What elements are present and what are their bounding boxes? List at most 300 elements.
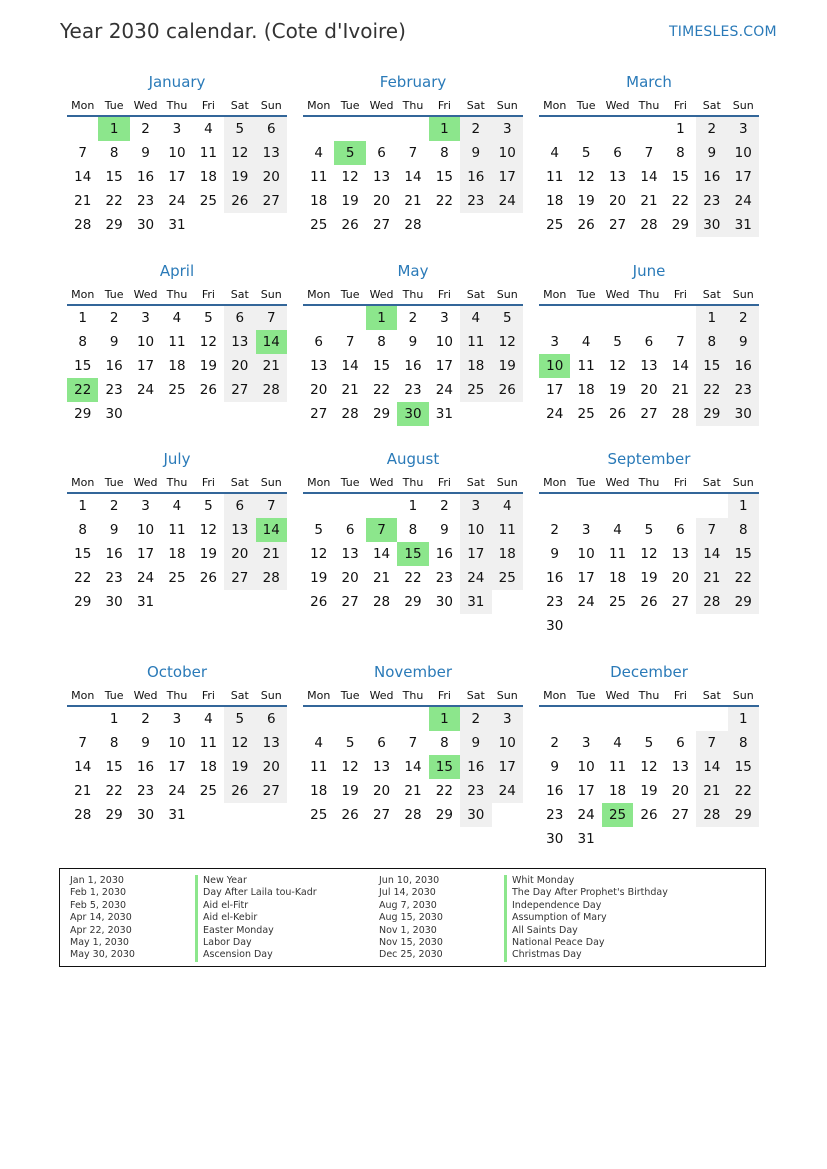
day-cell[interactable]: 23	[435, 570, 453, 586]
day-cell[interactable]: 1	[109, 711, 119, 727]
weekend-day-cell[interactable]: 13	[224, 330, 255, 354]
day-cell[interactable]: 27	[310, 406, 328, 422]
day-cell[interactable]: 3	[172, 711, 182, 727]
day-cell[interactable]: 2	[550, 522, 559, 538]
day-cell[interactable]: 13	[372, 759, 391, 775]
day-cell[interactable]: 6	[676, 522, 685, 538]
weekend-day-cell[interactable]: 13	[256, 141, 287, 165]
day-cell[interactable]: 6	[377, 735, 386, 751]
day-cell[interactable]: 4	[314, 145, 323, 161]
weekend-day-cell[interactable]: 20	[256, 755, 287, 779]
weekend-day-cell[interactable]: 10	[492, 141, 523, 165]
day-cell[interactable]: 13	[640, 358, 658, 374]
day-cell[interactable]: 8	[408, 522, 418, 538]
day-cell[interactable]: 17	[577, 570, 595, 586]
day-cell[interactable]: 20	[341, 570, 359, 586]
weekend-day-cell[interactable]: 11	[492, 518, 523, 542]
holiday-day-cell[interactable]: 22	[67, 378, 98, 402]
day-cell[interactable]: 11	[199, 735, 217, 751]
day-cell[interactable]: 14	[404, 169, 422, 185]
day-cell[interactable]: 3	[581, 735, 591, 751]
day-cell[interactable]: 26	[341, 217, 359, 233]
day-cell[interactable]: 16	[546, 570, 564, 586]
day-cell[interactable]: 29	[74, 594, 92, 610]
day-cell[interactable]: 24	[136, 570, 155, 586]
weekend-day-cell[interactable]: 2	[728, 306, 759, 330]
weekend-day-cell[interactable]: 25	[492, 566, 523, 590]
weekend-day-cell[interactable]: 24	[728, 189, 759, 213]
weekend-day-cell[interactable]: 23	[728, 378, 759, 402]
weekend-day-cell[interactable]: 12	[224, 141, 255, 165]
day-cell[interactable]: 22	[671, 193, 689, 209]
weekend-day-cell[interactable]: 26	[224, 779, 255, 803]
weekend-day-cell[interactable]: 2	[696, 117, 727, 141]
day-cell[interactable]: 11	[168, 334, 186, 350]
day-cell[interactable]: 5	[345, 735, 355, 751]
day-cell[interactable]: 21	[671, 382, 689, 398]
day-cell[interactable]: 26	[608, 406, 627, 422]
weekend-day-cell[interactable]: 28	[696, 590, 727, 614]
day-cell[interactable]: 6	[314, 334, 323, 350]
day-cell[interactable]: 19	[640, 783, 658, 799]
holiday-day-cell[interactable]: 1	[429, 707, 460, 731]
day-cell[interactable]: 1	[78, 498, 87, 514]
day-cell[interactable]: 3	[440, 310, 449, 326]
weekend-day-cell[interactable]: 13	[224, 518, 255, 542]
weekend-day-cell[interactable]: 15	[696, 354, 727, 378]
weekend-day-cell[interactable]: 17	[728, 165, 759, 189]
day-cell[interactable]: 3	[141, 310, 150, 326]
weekend-day-cell[interactable]: 3	[460, 494, 491, 518]
weekend-day-cell[interactable]: 16	[460, 755, 491, 779]
day-cell[interactable]: 11	[310, 169, 328, 185]
weekend-day-cell[interactable]: 22	[728, 779, 759, 803]
weekend-day-cell[interactable]: 7	[696, 518, 727, 542]
holiday-day-cell[interactable]: 15	[397, 542, 428, 566]
weekend-day-cell[interactable]: 10	[492, 731, 523, 755]
weekend-day-cell[interactable]: 23	[460, 779, 491, 803]
day-cell[interactable]: 2	[109, 498, 119, 514]
weekend-day-cell[interactable]: 16	[728, 354, 759, 378]
day-cell[interactable]: 8	[78, 522, 87, 538]
day-cell[interactable]: 23	[546, 594, 564, 610]
weekend-day-cell[interactable]: 18	[492, 542, 523, 566]
day-cell[interactable]: 9	[550, 759, 559, 775]
day-cell[interactable]: 14	[671, 358, 689, 374]
day-cell[interactable]: 11	[608, 546, 627, 562]
day-cell[interactable]: 18	[199, 169, 217, 185]
day-cell[interactable]: 10	[435, 334, 453, 350]
day-cell[interactable]: 16	[136, 169, 155, 185]
weekend-day-cell[interactable]: 22	[696, 378, 727, 402]
day-cell[interactable]: 5	[613, 334, 622, 350]
day-cell[interactable]: 12	[640, 546, 658, 562]
day-cell[interactable]: 4	[613, 735, 622, 751]
weekend-day-cell[interactable]: 20	[256, 165, 287, 189]
day-cell[interactable]: 15	[74, 358, 92, 374]
holiday-day-cell[interactable]: 1	[98, 117, 129, 141]
day-cell[interactable]: 22	[372, 382, 391, 398]
day-cell[interactable]: 28	[404, 807, 422, 823]
weekend-day-cell[interactable]: 24	[492, 779, 523, 803]
holiday-day-cell[interactable]: 5	[334, 141, 365, 165]
day-cell[interactable]: 12	[577, 169, 595, 185]
day-cell[interactable]: 29	[105, 807, 123, 823]
day-cell[interactable]: 26	[199, 570, 217, 586]
weekend-day-cell[interactable]: 12	[492, 330, 523, 354]
weekend-day-cell[interactable]: 7	[696, 731, 727, 755]
day-cell[interactable]: 21	[372, 570, 391, 586]
weekend-day-cell[interactable]: 15	[728, 755, 759, 779]
weekend-day-cell[interactable]: 27	[224, 566, 255, 590]
weekend-day-cell[interactable]: 9	[696, 141, 727, 165]
day-cell[interactable]: 21	[404, 783, 422, 799]
day-cell[interactable]: 29	[671, 217, 689, 233]
day-cell[interactable]: 2	[141, 121, 150, 137]
weekend-day-cell[interactable]: 3	[728, 117, 759, 141]
day-cell[interactable]: 13	[310, 358, 328, 374]
day-cell[interactable]: 10	[577, 759, 595, 775]
day-cell[interactable]: 20	[671, 570, 689, 586]
day-cell[interactable]: 27	[671, 807, 689, 823]
day-cell[interactable]: 24	[136, 382, 155, 398]
weekend-day-cell[interactable]: 9	[460, 141, 491, 165]
day-cell[interactable]: 26	[577, 217, 595, 233]
day-cell[interactable]: 2	[109, 310, 119, 326]
day-cell[interactable]: 15	[671, 169, 689, 185]
weekend-day-cell[interactable]: 5	[224, 707, 255, 731]
weekend-day-cell[interactable]: 8	[696, 330, 727, 354]
weekend-day-cell[interactable]: 4	[460, 306, 491, 330]
day-cell[interactable]: 15	[105, 169, 123, 185]
day-cell[interactable]: 10	[168, 145, 186, 161]
day-cell[interactable]: 22	[404, 570, 422, 586]
holiday-day-cell[interactable]: 1	[366, 306, 397, 330]
weekend-day-cell[interactable]: 27	[224, 378, 255, 402]
day-cell[interactable]: 17	[168, 169, 186, 185]
day-cell[interactable]: 30	[105, 594, 123, 610]
weekend-day-cell[interactable]: 5	[224, 117, 255, 141]
day-cell[interactable]: 7	[676, 334, 685, 350]
day-cell[interactable]: 21	[404, 193, 422, 209]
weekend-day-cell[interactable]: 29	[696, 402, 727, 426]
weekend-day-cell[interactable]: 25	[460, 378, 491, 402]
weekend-day-cell[interactable]: 1	[696, 306, 727, 330]
day-cell[interactable]: 2	[550, 735, 559, 751]
day-cell[interactable]: 17	[577, 783, 595, 799]
day-cell[interactable]: 1	[78, 310, 87, 326]
day-cell[interactable]: 23	[546, 807, 564, 823]
day-cell[interactable]: 4	[172, 310, 182, 326]
day-cell[interactable]: 26	[640, 594, 658, 610]
day-cell[interactable]: 5	[644, 522, 654, 538]
day-cell[interactable]: 5	[204, 498, 213, 514]
day-cell[interactable]: 2	[141, 711, 150, 727]
weekend-day-cell[interactable]: 16	[696, 165, 727, 189]
weekend-day-cell[interactable]: 27	[256, 779, 287, 803]
day-cell[interactable]: 25	[168, 570, 186, 586]
day-cell[interactable]: 20	[310, 382, 328, 398]
day-cell[interactable]: 13	[341, 546, 359, 562]
weekend-day-cell[interactable]: 2	[460, 707, 491, 731]
day-cell[interactable]: 4	[172, 498, 182, 514]
day-cell[interactable]: 30	[136, 807, 155, 823]
day-cell[interactable]: 31	[168, 807, 186, 823]
day-cell[interactable]: 17	[435, 358, 453, 374]
day-cell[interactable]: 1	[676, 121, 685, 137]
day-cell[interactable]: 16	[105, 358, 123, 374]
day-cell[interactable]: 28	[671, 406, 689, 422]
weekend-day-cell[interactable]: 7	[256, 306, 287, 330]
day-cell[interactable]: 28	[372, 594, 391, 610]
day-cell[interactable]: 3	[581, 522, 591, 538]
day-cell[interactable]: 30	[105, 406, 123, 422]
day-cell[interactable]: 3	[172, 121, 182, 137]
day-cell[interactable]: 7	[78, 145, 87, 161]
weekend-day-cell[interactable]: 6	[256, 117, 287, 141]
day-cell[interactable]: 12	[341, 169, 359, 185]
day-cell[interactable]: 5	[644, 735, 654, 751]
day-cell[interactable]: 4	[581, 334, 591, 350]
day-cell[interactable]: 22	[74, 570, 92, 586]
day-cell[interactable]: 15	[372, 358, 391, 374]
day-cell[interactable]: 8	[676, 145, 685, 161]
day-cell[interactable]: 20	[640, 382, 658, 398]
weekend-day-cell[interactable]: 7	[256, 494, 287, 518]
day-cell[interactable]: 10	[168, 735, 186, 751]
weekend-day-cell[interactable]: 9	[728, 330, 759, 354]
day-cell[interactable]: 5	[581, 145, 591, 161]
day-cell[interactable]: 23	[136, 193, 155, 209]
day-cell[interactable]: 10	[136, 334, 155, 350]
day-cell[interactable]: 14	[341, 358, 359, 374]
day-cell[interactable]: 23	[136, 783, 155, 799]
day-cell[interactable]: 4	[314, 735, 323, 751]
weekend-day-cell[interactable]: 9	[460, 731, 491, 755]
day-cell[interactable]: 13	[372, 169, 391, 185]
day-cell[interactable]: 25	[577, 406, 595, 422]
weekend-day-cell[interactable]: 6	[256, 707, 287, 731]
weekend-day-cell[interactable]: 14	[696, 542, 727, 566]
day-cell[interactable]: 25	[310, 217, 328, 233]
weekend-day-cell[interactable]: 24	[460, 566, 491, 590]
day-cell[interactable]: 7	[408, 145, 418, 161]
day-cell[interactable]: 19	[341, 783, 359, 799]
weekend-day-cell[interactable]: 21	[256, 542, 287, 566]
weekend-day-cell[interactable]: 4	[492, 494, 523, 518]
weekend-day-cell[interactable]: 6	[224, 306, 255, 330]
day-cell[interactable]: 29	[435, 807, 453, 823]
day-cell[interactable]: 6	[377, 145, 386, 161]
weekend-day-cell[interactable]: 30	[728, 402, 759, 426]
weekend-day-cell[interactable]: 18	[460, 354, 491, 378]
weekend-day-cell[interactable]: 24	[492, 189, 523, 213]
day-cell[interactable]: 17	[136, 546, 155, 562]
day-cell[interactable]: 27	[671, 594, 689, 610]
day-cell[interactable]: 16	[105, 546, 123, 562]
day-cell[interactable]: 1	[408, 498, 418, 514]
day-cell[interactable]: 20	[372, 193, 391, 209]
day-cell[interactable]: 10	[577, 546, 595, 562]
day-cell[interactable]: 20	[671, 783, 689, 799]
day-cell[interactable]: 6	[613, 145, 622, 161]
day-cell[interactable]: 9	[550, 546, 559, 562]
day-cell[interactable]: 16	[435, 546, 453, 562]
day-cell[interactable]: 16	[136, 759, 155, 775]
day-cell[interactable]: 11	[168, 522, 186, 538]
day-cell[interactable]: 13	[608, 169, 627, 185]
weekend-day-cell[interactable]: 28	[256, 378, 287, 402]
weekend-day-cell[interactable]: 29	[728, 590, 759, 614]
day-cell[interactable]: 13	[671, 759, 689, 775]
holiday-day-cell[interactable]: 10	[539, 354, 570, 378]
day-cell[interactable]: 25	[168, 382, 186, 398]
weekend-day-cell[interactable]: 19	[492, 354, 523, 378]
weekend-day-cell[interactable]: 2	[460, 117, 491, 141]
day-cell[interactable]: 13	[671, 546, 689, 562]
day-cell[interactable]: 6	[345, 522, 355, 538]
weekend-day-cell[interactable]: 5	[492, 306, 523, 330]
weekend-day-cell[interactable]: 23	[460, 189, 491, 213]
weekend-day-cell[interactable]: 1	[728, 494, 759, 518]
day-cell[interactable]: 22	[105, 783, 123, 799]
day-cell[interactable]: 8	[377, 334, 386, 350]
weekend-day-cell[interactable]: 11	[460, 330, 491, 354]
day-cell[interactable]: 23	[404, 382, 422, 398]
day-cell[interactable]: 16	[404, 358, 422, 374]
day-cell[interactable]: 20	[608, 193, 627, 209]
day-cell[interactable]: 12	[341, 759, 359, 775]
day-cell[interactable]: 30	[546, 618, 564, 634]
day-cell[interactable]: 19	[341, 193, 359, 209]
weekend-day-cell[interactable]: 10	[460, 518, 491, 542]
day-cell[interactable]: 11	[546, 169, 564, 185]
day-cell[interactable]: 23	[105, 570, 123, 586]
day-cell[interactable]: 18	[168, 358, 186, 374]
holiday-day-cell[interactable]: 14	[256, 330, 287, 354]
day-cell[interactable]: 11	[577, 358, 595, 374]
day-cell[interactable]: 29	[105, 217, 123, 233]
day-cell[interactable]: 19	[310, 570, 328, 586]
day-cell[interactable]: 18	[199, 759, 217, 775]
day-cell[interactable]: 7	[78, 735, 87, 751]
day-cell[interactable]: 5	[204, 310, 213, 326]
weekend-day-cell[interactable]: 21	[696, 566, 727, 590]
day-cell[interactable]: 14	[640, 169, 658, 185]
day-cell[interactable]: 28	[404, 217, 422, 233]
day-cell[interactable]: 28	[341, 406, 359, 422]
day-cell[interactable]: 24	[577, 594, 595, 610]
day-cell[interactable]: 24	[168, 783, 186, 799]
day-cell[interactable]: 20	[372, 783, 391, 799]
day-cell[interactable]: 9	[109, 522, 119, 538]
day-cell[interactable]: 14	[74, 759, 92, 775]
day-cell[interactable]: 30	[546, 831, 564, 847]
weekend-day-cell[interactable]: 28	[256, 566, 287, 590]
weekend-day-cell[interactable]: 21	[256, 354, 287, 378]
weekend-day-cell[interactable]: 17	[492, 165, 523, 189]
day-cell[interactable]: 17	[546, 382, 564, 398]
day-cell[interactable]: 7	[644, 145, 654, 161]
day-cell[interactable]: 15	[74, 546, 92, 562]
day-cell[interactable]: 18	[310, 783, 328, 799]
day-cell[interactable]: 18	[577, 382, 595, 398]
weekend-day-cell[interactable]: 16	[460, 165, 491, 189]
day-cell[interactable]: 9	[141, 145, 150, 161]
weekend-day-cell[interactable]: 23	[696, 189, 727, 213]
day-cell[interactable]: 18	[310, 193, 328, 209]
day-cell[interactable]: 2	[408, 310, 418, 326]
day-cell[interactable]: 19	[199, 546, 217, 562]
day-cell[interactable]: 17	[136, 358, 155, 374]
weekend-day-cell[interactable]: 19	[224, 165, 255, 189]
day-cell[interactable]: 27	[608, 217, 627, 233]
weekend-day-cell[interactable]: 21	[696, 779, 727, 803]
weekend-day-cell[interactable]: 8	[728, 731, 759, 755]
day-cell[interactable]: 9	[408, 334, 418, 350]
day-cell[interactable]: 31	[435, 406, 453, 422]
day-cell[interactable]: 22	[435, 193, 453, 209]
day-cell[interactable]: 22	[435, 783, 453, 799]
day-cell[interactable]: 24	[546, 406, 564, 422]
day-cell[interactable]: 2	[440, 498, 449, 514]
day-cell[interactable]: 28	[640, 217, 658, 233]
day-cell[interactable]: 6	[676, 735, 685, 751]
day-cell[interactable]: 24	[168, 193, 186, 209]
day-cell[interactable]: 25	[199, 783, 217, 799]
day-cell[interactable]: 27	[341, 594, 359, 610]
weekend-day-cell[interactable]: 22	[728, 566, 759, 590]
day-cell[interactable]: 14	[404, 759, 422, 775]
day-cell[interactable]: 6	[644, 334, 654, 350]
day-cell[interactable]: 8	[440, 735, 449, 751]
holiday-day-cell[interactable]: 14	[256, 518, 287, 542]
day-cell[interactable]: 11	[608, 759, 627, 775]
day-cell[interactable]: 4	[204, 121, 213, 137]
day-cell[interactable]: 31	[577, 831, 595, 847]
day-cell[interactable]: 29	[404, 594, 422, 610]
weekend-day-cell[interactable]: 17	[460, 542, 491, 566]
weekend-day-cell[interactable]: 13	[256, 731, 287, 755]
day-cell[interactable]: 25	[199, 193, 217, 209]
day-cell[interactable]: 14	[372, 546, 391, 562]
holiday-day-cell[interactable]: 30	[397, 402, 428, 426]
weekend-day-cell[interactable]: 29	[728, 803, 759, 827]
day-cell[interactable]: 24	[577, 807, 595, 823]
day-cell[interactable]: 12	[199, 522, 217, 538]
day-cell[interactable]: 25	[546, 217, 564, 233]
day-cell[interactable]: 19	[577, 193, 595, 209]
day-cell[interactable]: 19	[199, 358, 217, 374]
day-cell[interactable]: 24	[435, 382, 453, 398]
weekend-day-cell[interactable]: 14	[696, 755, 727, 779]
day-cell[interactable]: 23	[105, 382, 123, 398]
day-cell[interactable]: 25	[310, 807, 328, 823]
day-cell[interactable]: 26	[640, 807, 658, 823]
day-cell[interactable]: 4	[550, 145, 559, 161]
day-cell[interactable]: 28	[74, 807, 92, 823]
weekend-day-cell[interactable]: 19	[224, 755, 255, 779]
day-cell[interactable]: 26	[199, 382, 217, 398]
weekend-day-cell[interactable]: 12	[224, 731, 255, 755]
day-cell[interactable]: 11	[199, 145, 217, 161]
day-cell[interactable]: 18	[608, 570, 627, 586]
holiday-day-cell[interactable]: 1	[429, 117, 460, 141]
day-cell[interactable]: 21	[341, 382, 359, 398]
day-cell[interactable]: 27	[640, 406, 658, 422]
day-cell[interactable]: 12	[310, 546, 328, 562]
day-cell[interactable]: 26	[341, 807, 359, 823]
